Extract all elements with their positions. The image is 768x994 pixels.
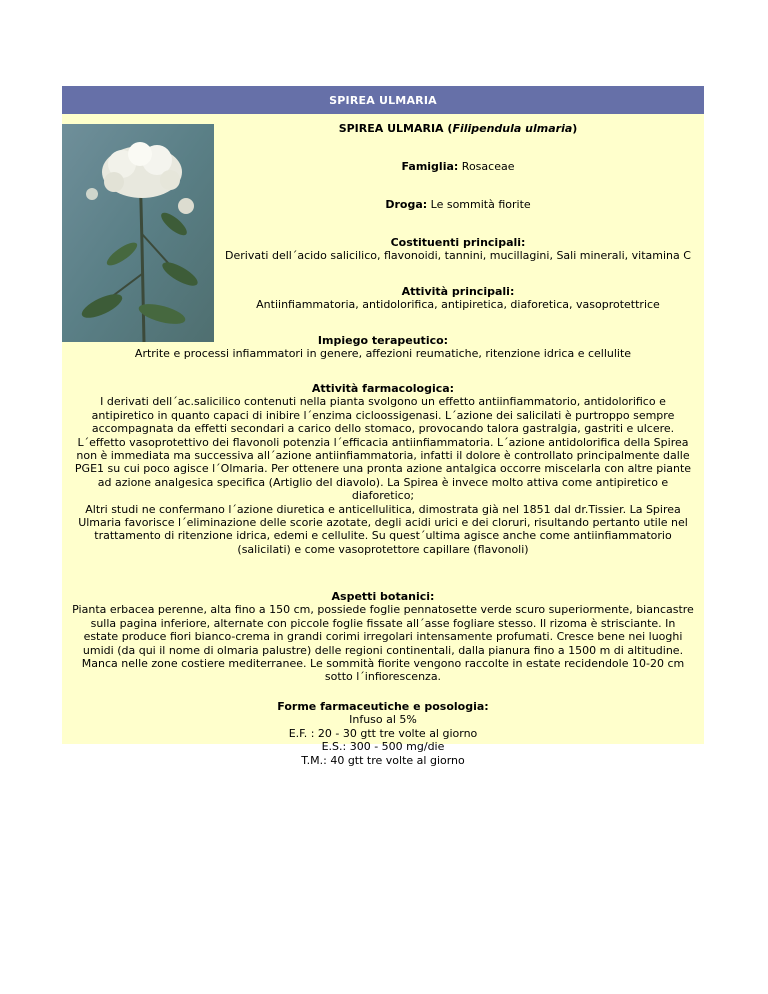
botanici-line: umidi (da qui il nome di olmaria palustre) delle regioni continentali, dalla pianura fino a 1500 m di altitudine. (82, 643, 684, 657)
botanici-label: Aspetti botanici: (331, 590, 435, 603)
forme-section (62, 700, 704, 767)
botanici-section (62, 590, 704, 684)
farmacologica-line: trattamento di ritenzione idrica, edemi e cellulite. Su quest´ultima agisce anche come antiinfiammatorio (94, 529, 672, 543)
farmacologica-line: antipiretico in quanto capaci di inibire l´enzima cicloossigenasi. L´azione dei salicilati è purtroppo sempre (91, 408, 675, 422)
forme-line: Infuso al 5% (349, 713, 417, 727)
plant-title: SPIREA ULMARIA (Filipendula ulmaria) (338, 122, 578, 135)
farmacologica-line: Ulmaria favorisce l´eliminazione delle scorie azotate, degli acidi urici e dei cloruri, risultando pertanto utile nel (78, 516, 688, 530)
farmacologica-line: L´effetto vasoprotettivo dei flavonoli potenzia l´efficacia antiinfiammatoria. L´azione antidolorifica della Spirea (77, 435, 689, 449)
farmacologica-line: non è immediata ma successiva all´azione antiinfiammatoria, infatti il dolore è controllato principalmente dalle (76, 449, 690, 463)
farmacologica-line: Altri studi ne confermano l´azione diuretica e anticellulitica, dimostrata già nel 1851 dal dr.Tissier. La Spirea (85, 502, 681, 516)
costituenti-text: Derivati dell´acido salicilico, flavonoidi, tannini, mucillagini, Sali minerali, vitamina C (225, 249, 691, 263)
forme-line: T.M.: 40 gtt tre volte al giorno (301, 753, 465, 767)
farmacologica-line: I derivati dell´ac.salicilico contenuti nella pianta svolgono un effetto antiinfiammatorio, antidolorifico e (100, 395, 666, 409)
farmacologica-section (62, 382, 704, 556)
impiego-label: Impiego terapeutico: (317, 334, 449, 347)
monograph-card (62, 86, 704, 767)
forme-line: E.F. : 20 - 30 gtt tre volte al giorno (288, 726, 478, 740)
botanici-line: estate produce fiori bianco-crema in grandi corimi irregolari intensamente profumati. Cresce bene nei luoghi (83, 630, 683, 644)
impiego-section (62, 334, 704, 361)
plant-photo (62, 124, 214, 342)
section-header (62, 86, 704, 114)
attivita-section (212, 285, 704, 312)
botanici-line: Manca nelle zone costiere mediterranee. Le sommità fiorite vengono raccolte in estate recidendole 10-20 cm (81, 657, 685, 671)
latin-name: Filipendula ulmaria (452, 122, 573, 135)
monograph-body (62, 114, 704, 767)
costituenti-section (212, 236, 704, 263)
botanici-line: Pianta erbacea perenne, alta fino a 150 cm, possiede foglie pennatosette verde scuro superiormente, biancastre (72, 603, 694, 617)
costituenti-label: Costituenti principali: (390, 236, 526, 249)
header-title: SPIREA ULMARIA (329, 93, 437, 107)
farmacologica-line: diaforetico; (351, 489, 415, 503)
botanici-line: sotto l´infiorescenza. (324, 670, 442, 684)
farmacologica-line: accompagnata da effetti secondari a carico dello stomaco, provocando talora gastralgia, gastriti e ulcere. (91, 422, 675, 436)
forme-label: Forme farmaceutiche e posologia: (277, 700, 489, 713)
farmacologica-label: Attività farmacologica: (311, 382, 455, 395)
famiglia-field: Famiglia: Rosaceae (401, 160, 515, 173)
farmacologica-line: (salicilati) e come vasoprotettore capillare (flavonoli) (237, 542, 529, 556)
farmacologica-line: ad azione analgesica specifica (Artiglio del diavolo). La Spirea è invece molto attiva come antipiretico e (97, 475, 669, 489)
droga-field: Droga: Le sommità fiorite (385, 198, 531, 211)
attivita-label: Attività principali: (401, 285, 515, 298)
attivita-text: Antiinfiammatoria, antidolorifica, antipiretica, diaforetica, vasoprotettrice (256, 298, 660, 312)
botanici-line: sulla pagina inferiore, alternate con piccole foglie fissate all´asse fogliare stesso. Il rizoma è strisciante. In (90, 616, 676, 630)
farmacologica-line: PGE1 su cui poco agisce l´Olmaria. Per ottenere una pronta azione antalgica occorre miscelarla con altre piante (74, 462, 692, 476)
impiego-text: Artrite e processi infiammatori in genere, affezioni reumatiche, ritenzione idrica e cellulite (134, 347, 632, 361)
forme-line: E.S.: 300 - 500 mg/die (321, 740, 445, 754)
